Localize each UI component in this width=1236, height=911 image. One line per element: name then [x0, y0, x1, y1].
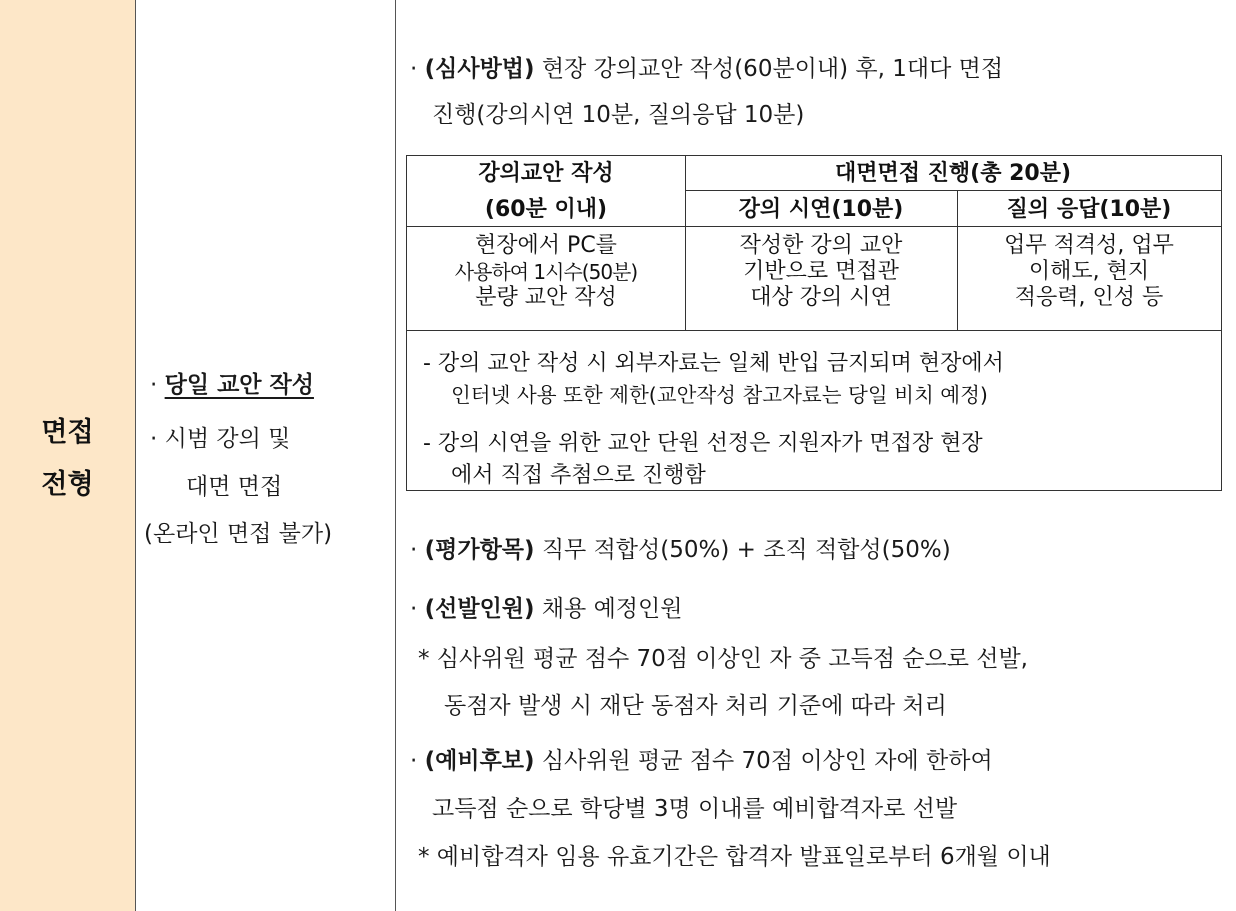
table-cell-col2	[685, 233, 957, 311]
evaluation-items-line	[410, 531, 951, 564]
table-divider	[407, 226, 1221, 227]
bullet: ·	[150, 372, 158, 398]
method-item-interview-prep	[150, 366, 314, 399]
table-note2-line2: 에서 직접 추첨으로 진행함	[451, 463, 706, 488]
table-header-col2: 강의 시연(10분)	[738, 197, 904, 222]
reserve-line1	[410, 742, 993, 775]
method-item2-line1: 시범 강의 및	[164, 426, 291, 452]
method-item2-line2: 대면 면접	[186, 474, 283, 500]
method-bold-item: 당일 교안 작성	[164, 372, 314, 398]
table-note2-line1: - 강의 시연을 위한 교안 단원 선정은 지원자가 면접장 현장	[423, 431, 983, 456]
category-label-line2: 전형	[41, 469, 94, 500]
table-cell-line: 현장에서 PC를	[475, 233, 617, 258]
reserve-text1: 심사위원 평균 점수 70점 이상인 자에 한하여	[534, 748, 993, 774]
table-cell-line: 이해도, 현지	[1028, 259, 1150, 284]
table-header-col1-line2: (60분 이내)	[484, 197, 608, 222]
table-cell-line: 대상 강의 시연	[750, 285, 892, 310]
category-column	[0, 0, 136, 911]
table-cell-line: 사용하여 1시수(50분)	[454, 260, 638, 284]
table-divider	[407, 330, 1221, 331]
selection-note-line2: 동점자 발생 시 재단 동점자 처리 기준에 따라 처리	[444, 693, 947, 719]
method-column	[136, 0, 396, 911]
method-item2-line3: (온라인 면접 불가)	[144, 521, 333, 547]
table-cell-col1	[407, 233, 685, 311]
bullet: ·	[410, 537, 418, 563]
selection-tag: (선발인원)	[424, 596, 535, 622]
evaluation-tag: (평가항목)	[424, 537, 535, 563]
table-cell-line: 분량 교안 작성	[475, 285, 617, 310]
table-cell-line: 작성한 강의 교안	[739, 233, 903, 258]
selection-note-line1: * 심사위원 평균 점수 70점 이상인 자 중 고득점 순으로 선발,	[418, 646, 1028, 672]
reserve-tag: (예비후보)	[424, 748, 535, 774]
table-header-col1-line1: 강의교안 작성	[478, 161, 614, 186]
category-label-line1: 면접	[41, 417, 94, 448]
selection-line	[410, 590, 682, 623]
table-header-col3: 질의 응답(10분)	[1006, 197, 1172, 222]
table-cell-line: 기반으로 면접관	[743, 259, 899, 284]
bullet: ·	[150, 426, 158, 452]
selection-text: 채용 예정인원	[534, 596, 683, 622]
review-method-line2: 진행(강의시연 10분, 질의응답 10분)	[432, 102, 805, 128]
review-method-text1: 현장 강의교안 작성(60분이내) 후, 1대다 면접	[534, 56, 1004, 82]
method-item-demo	[150, 420, 290, 453]
reserve-line2: 고득점 순으로 학당별 3명 이내를 예비합격자로 선발	[432, 796, 958, 822]
evaluation-text: 직무 적합성(50%) + 조직 적합성(50%)	[534, 537, 951, 563]
bullet: ·	[410, 56, 418, 82]
table-note1-line2: 인터넷 사용 또한 제한(교안작성 참고자료는 당일 비치 예정)	[451, 383, 988, 407]
review-method-tag: (심사방법)	[424, 56, 535, 82]
table-divider	[685, 190, 1221, 191]
interview-process-table	[406, 155, 1222, 491]
table-note1-line1: - 강의 교안 작성 시 외부자료는 일체 반입 금지되며 현장에서	[423, 351, 1004, 376]
bullet: ·	[410, 596, 418, 622]
reserve-note: * 예비합격자 임용 유효기간은 합격자 발표일로부터 6개월 이내	[418, 844, 1051, 870]
review-method-line1	[410, 50, 1003, 83]
table-cell-col3	[957, 233, 1221, 311]
table-cell-line: 적응력, 인성 등	[1014, 285, 1164, 310]
table-cell-line: 업무 적격성, 업무	[1004, 233, 1174, 258]
bullet: ·	[410, 748, 418, 774]
table-header-group: 대면면접 진행(총 20분)	[834, 161, 1072, 186]
